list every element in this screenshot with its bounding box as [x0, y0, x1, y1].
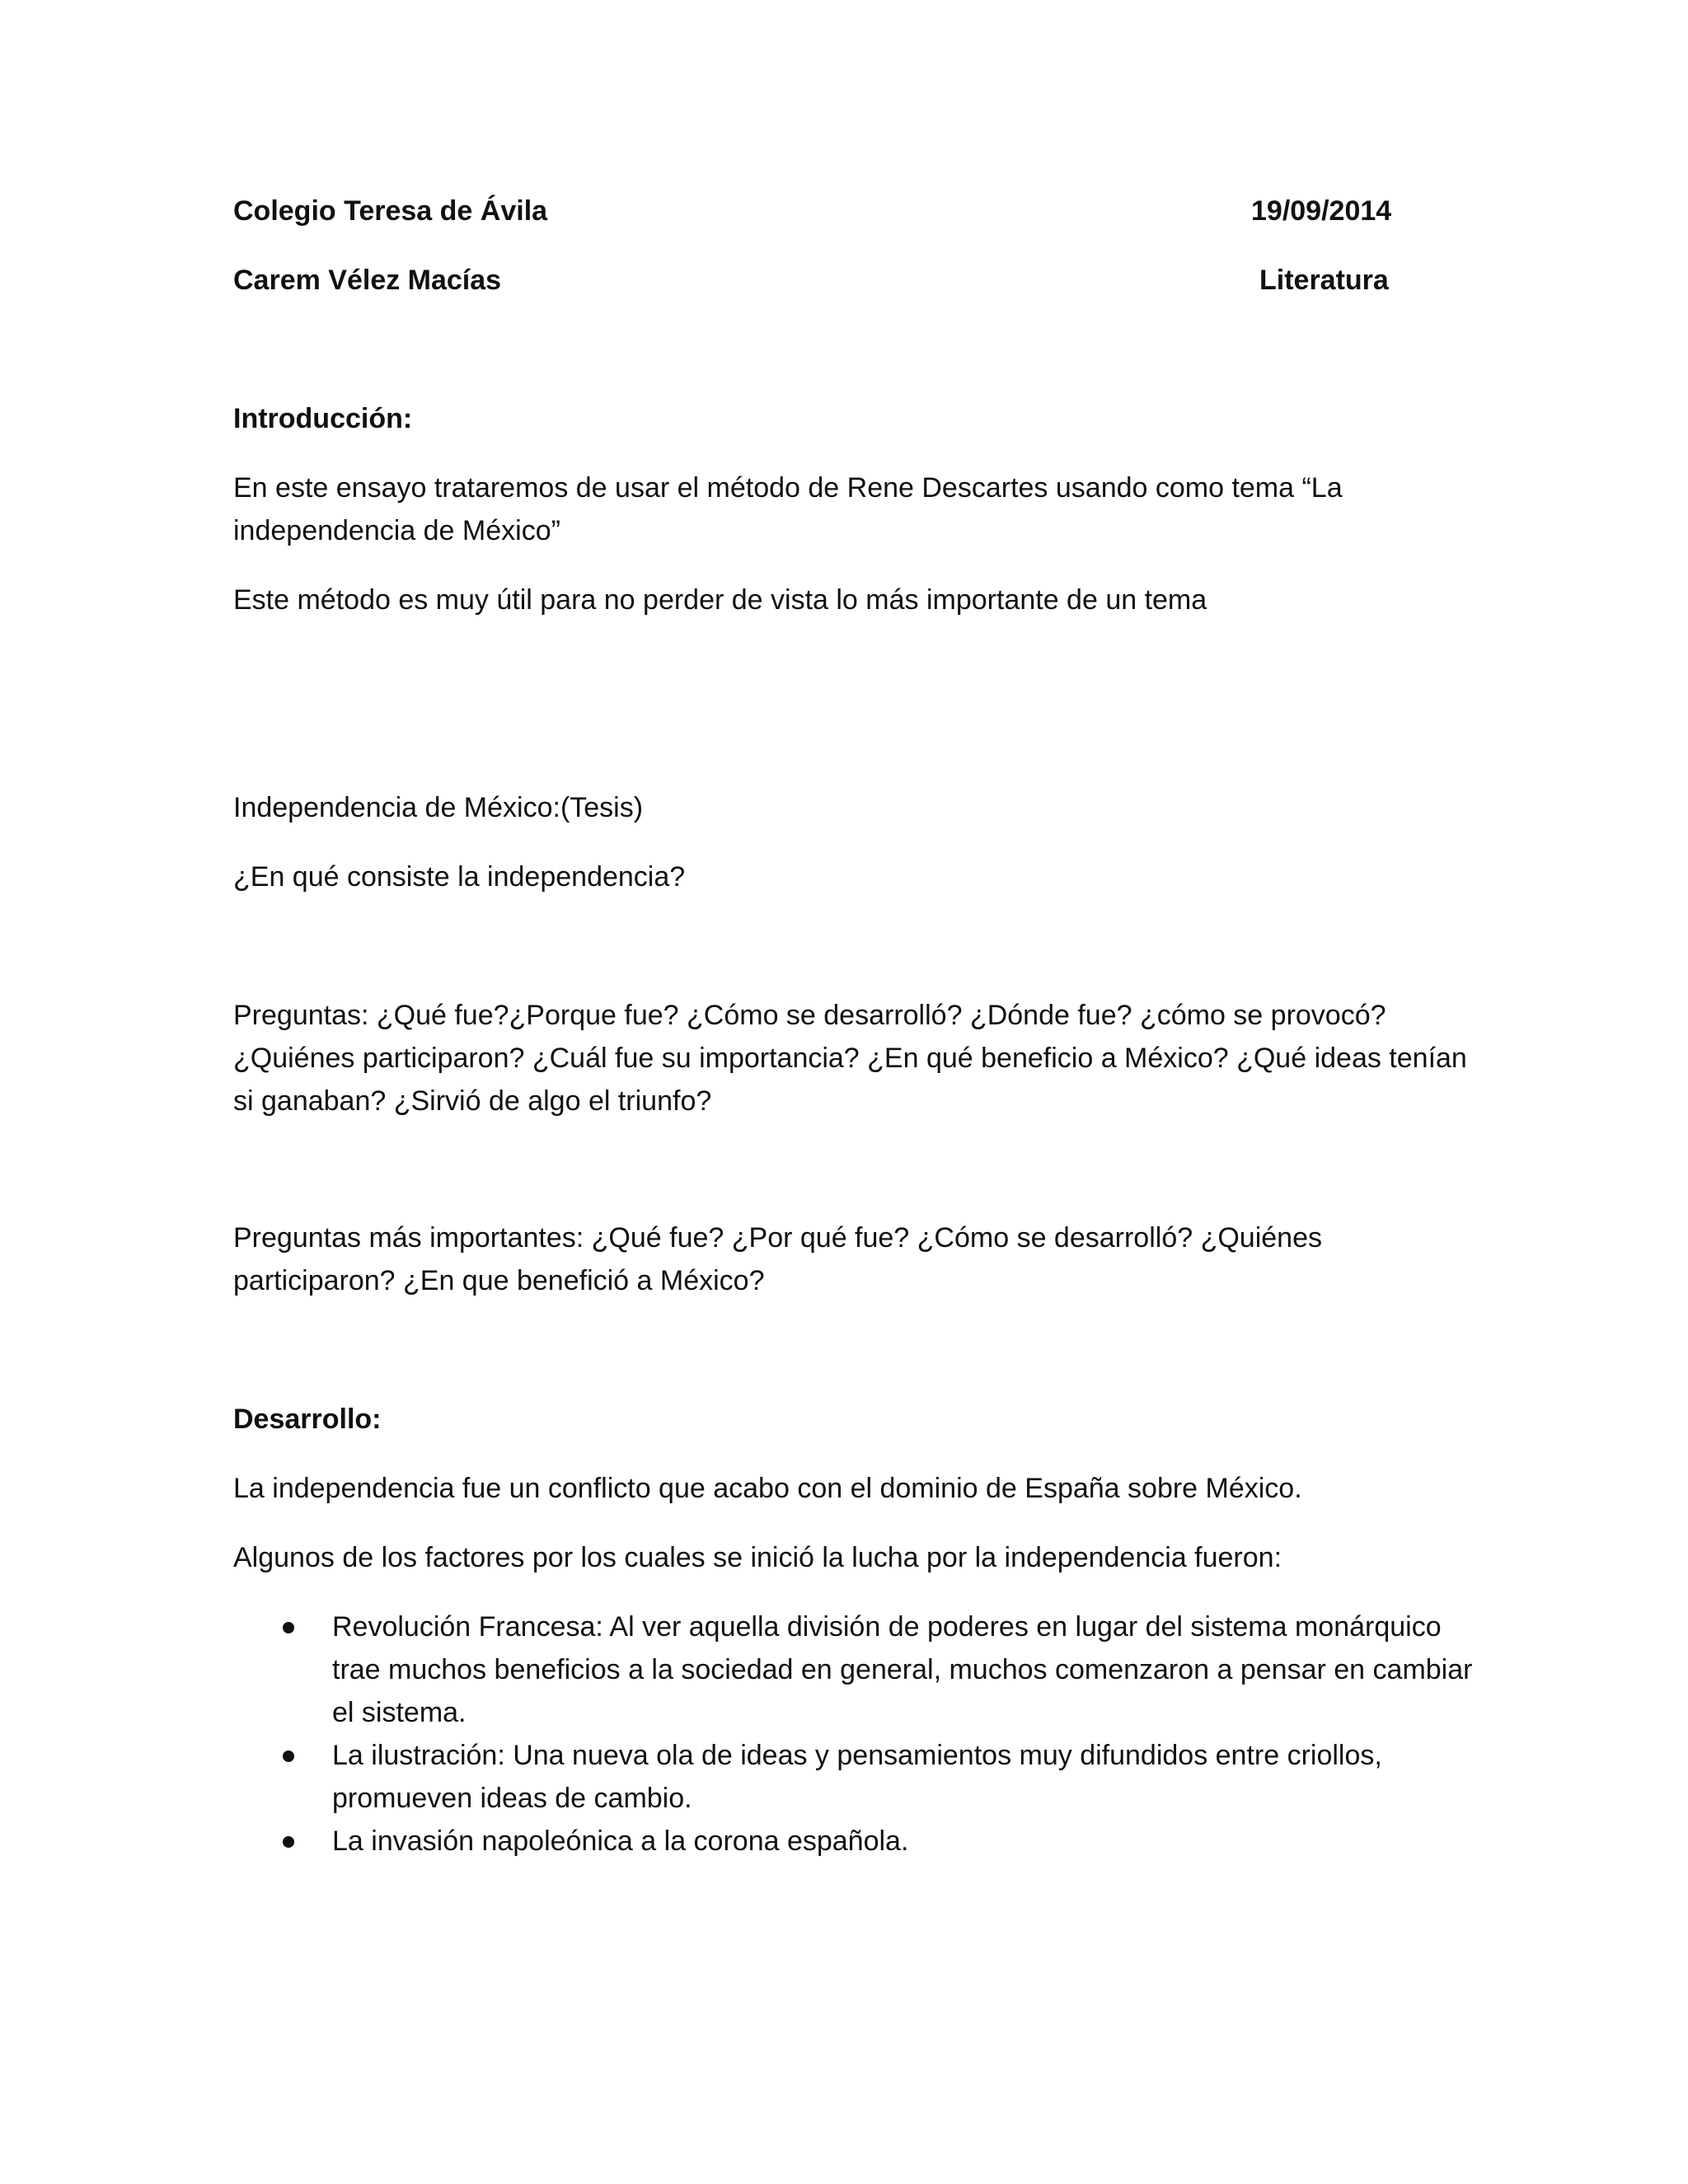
questions-line: si ganaban? ¿Sirvió de algo el triunfo?: [233, 1085, 712, 1117]
intro-paragraph-line: En este ensayo trataremos de usar el método de Rene Descartes usando como tema “La: [233, 472, 1343, 504]
bullet-icon: [283, 1836, 294, 1848]
intro-heading: Introducción:: [233, 403, 413, 434]
document-date: 19/09/2014: [1251, 195, 1392, 227]
intro-paragraph: Este método es muy útil para no perder de vista lo más importante de un tema: [233, 584, 1207, 616]
questions-line: Preguntas: ¿Qué fue?¿Porque fue? ¿Cómo se desarrolló? ¿Dónde fue? ¿cómo se provocó?: [233, 1000, 1386, 1031]
list-item-line: La ilustración: Una nueva ola de ideas y pensamientos muy difundidos entre criollos,: [332, 1740, 1382, 1771]
school-name: Colegio Teresa de Ávila: [233, 195, 548, 227]
student-name: Carem Vélez Macías: [233, 265, 502, 296]
thesis-question: ¿En qué consiste la independencia?: [233, 861, 686, 893]
list-item: [233, 1734, 1453, 1820]
list-item-line: La invasión napoleónica a la corona española.: [332, 1825, 909, 1857]
list-item-line: Revolución Francesa: Al ver aquella división de poderes en lugar del sistema monárquico: [332, 1611, 1442, 1643]
important-questions-line: Preguntas más importantes: ¿Qué fue? ¿Por qué fue? ¿Cómo se desarrolló? ¿Quiénes: [233, 1222, 1322, 1254]
questions-line: ¿Quiénes participaron? ¿Cuál fue su importancia? ¿En qué beneficio a México? ¿Qué ideas tenían: [233, 1043, 1467, 1074]
development-heading: Desarrollo:: [233, 1404, 382, 1435]
list-item: [233, 1820, 1453, 1863]
intro-paragraph-line: independencia de México”: [233, 515, 560, 546]
bullet-icon: [283, 1750, 294, 1762]
subject-name: Literatura: [1259, 265, 1389, 296]
important-questions-line: participaron? ¿En que benefició a México?: [233, 1265, 765, 1296]
list-item-line: promueven ideas de cambio.: [332, 1783, 692, 1814]
list-item-line: trae muchos beneficios a la sociedad en general, muchos comenzaron a pensar en cambiar: [332, 1654, 1473, 1685]
thesis-title: Independencia de México:(Tesis): [233, 792, 644, 823]
list-item-line: el sistema.: [332, 1697, 467, 1728]
development-paragraph: Algunos de los factores por los cuales se inició la lucha por la independencia fueron:: [233, 1542, 1282, 1573]
development-paragraph: La independencia fue un conflicto que acabo con el dominio de España sobre México.: [233, 1473, 1302, 1504]
list-item: [233, 1605, 1473, 1734]
bullet-icon: [283, 1622, 294, 1633]
